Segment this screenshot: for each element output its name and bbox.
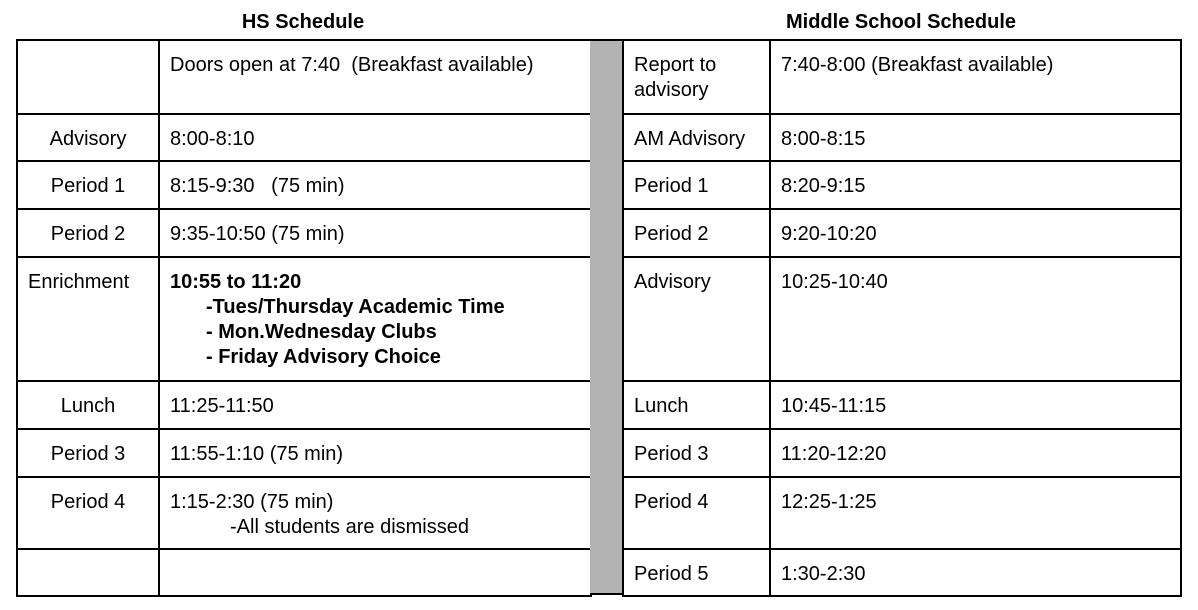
table-row <box>623 161 1181 209</box>
period-time <box>159 549 591 596</box>
period-label: Period 3 <box>17 429 159 477</box>
period-label: Period 1 <box>17 161 159 209</box>
table-row <box>17 477 591 549</box>
period-label: Advisory <box>623 257 770 381</box>
table-row <box>17 429 591 477</box>
table-row <box>17 257 591 381</box>
table-row <box>623 209 1181 257</box>
hs-schedule-title: HS Schedule <box>241 11 365 33</box>
table-row <box>623 114 1181 161</box>
table-row <box>17 161 591 209</box>
period-time: 1:30-2:30 <box>770 549 1181 596</box>
hs-schedule-table <box>16 39 592 597</box>
period-time: 8:00-8:15 <box>770 114 1181 161</box>
ms-schedule-title: Middle School Schedule <box>785 11 1017 33</box>
period-label: Lunch <box>623 381 770 429</box>
period-label: Lunch <box>17 381 159 429</box>
period-time: 12:25-1:25 <box>770 477 1181 549</box>
period-time: 9:20-10:20 <box>770 209 1181 257</box>
period-label: Period 3 <box>623 429 770 477</box>
table-row <box>623 40 1181 114</box>
period-time: 10:25-10:40 <box>770 257 1181 381</box>
period-time: 8:15-9:30 (75 min) <box>159 161 591 209</box>
period-time: 8:00-8:10 <box>159 114 591 161</box>
ms-schedule-table <box>622 39 1182 597</box>
period-label <box>17 40 159 114</box>
period-label: Advisory <box>17 114 159 161</box>
table-row <box>17 381 591 429</box>
period-time: 10:45-11:15 <box>770 381 1181 429</box>
table-row <box>623 477 1181 549</box>
period-label: Period 1 <box>623 161 770 209</box>
period-label: AM Advisory <box>623 114 770 161</box>
period-time: 11:25-11:50 <box>159 381 591 429</box>
column-divider <box>590 39 622 595</box>
period-time: 7:40-8:00 (Breakfast available) <box>770 40 1181 114</box>
table-row <box>623 549 1181 596</box>
table-row <box>623 381 1181 429</box>
table-row <box>623 257 1181 381</box>
period-label: Enrichment <box>17 257 159 381</box>
period-time: 9:35-10:50 (75 min) <box>159 209 591 257</box>
table-row <box>17 114 591 161</box>
period-label <box>17 549 159 596</box>
period-label: Period 4 <box>17 477 159 549</box>
table-row <box>623 429 1181 477</box>
table-row <box>17 209 591 257</box>
period-label: Period 4 <box>623 477 770 549</box>
period-time: 11:55-1:10 (75 min) <box>159 429 591 477</box>
period-label: Period 2 <box>623 209 770 257</box>
period-time: 10:55 to 11:20 -Tues/Thursday Academic Time - Mon.Wednesday Clubs - Friday Advisory Choice <box>159 257 591 381</box>
table-row <box>17 549 591 596</box>
period-time: 1:15-2:30 (75 min) -All students are dismissed <box>159 477 591 549</box>
period-time: 11:20-12:20 <box>770 429 1181 477</box>
period-label: Period 2 <box>17 209 159 257</box>
period-label: Report to advisory <box>623 40 770 114</box>
table-row <box>17 40 591 114</box>
period-label: Period 5 <box>623 549 770 596</box>
period-time: Doors open at 7:40 (Breakfast available) <box>159 40 591 114</box>
period-time: 8:20-9:15 <box>770 161 1181 209</box>
